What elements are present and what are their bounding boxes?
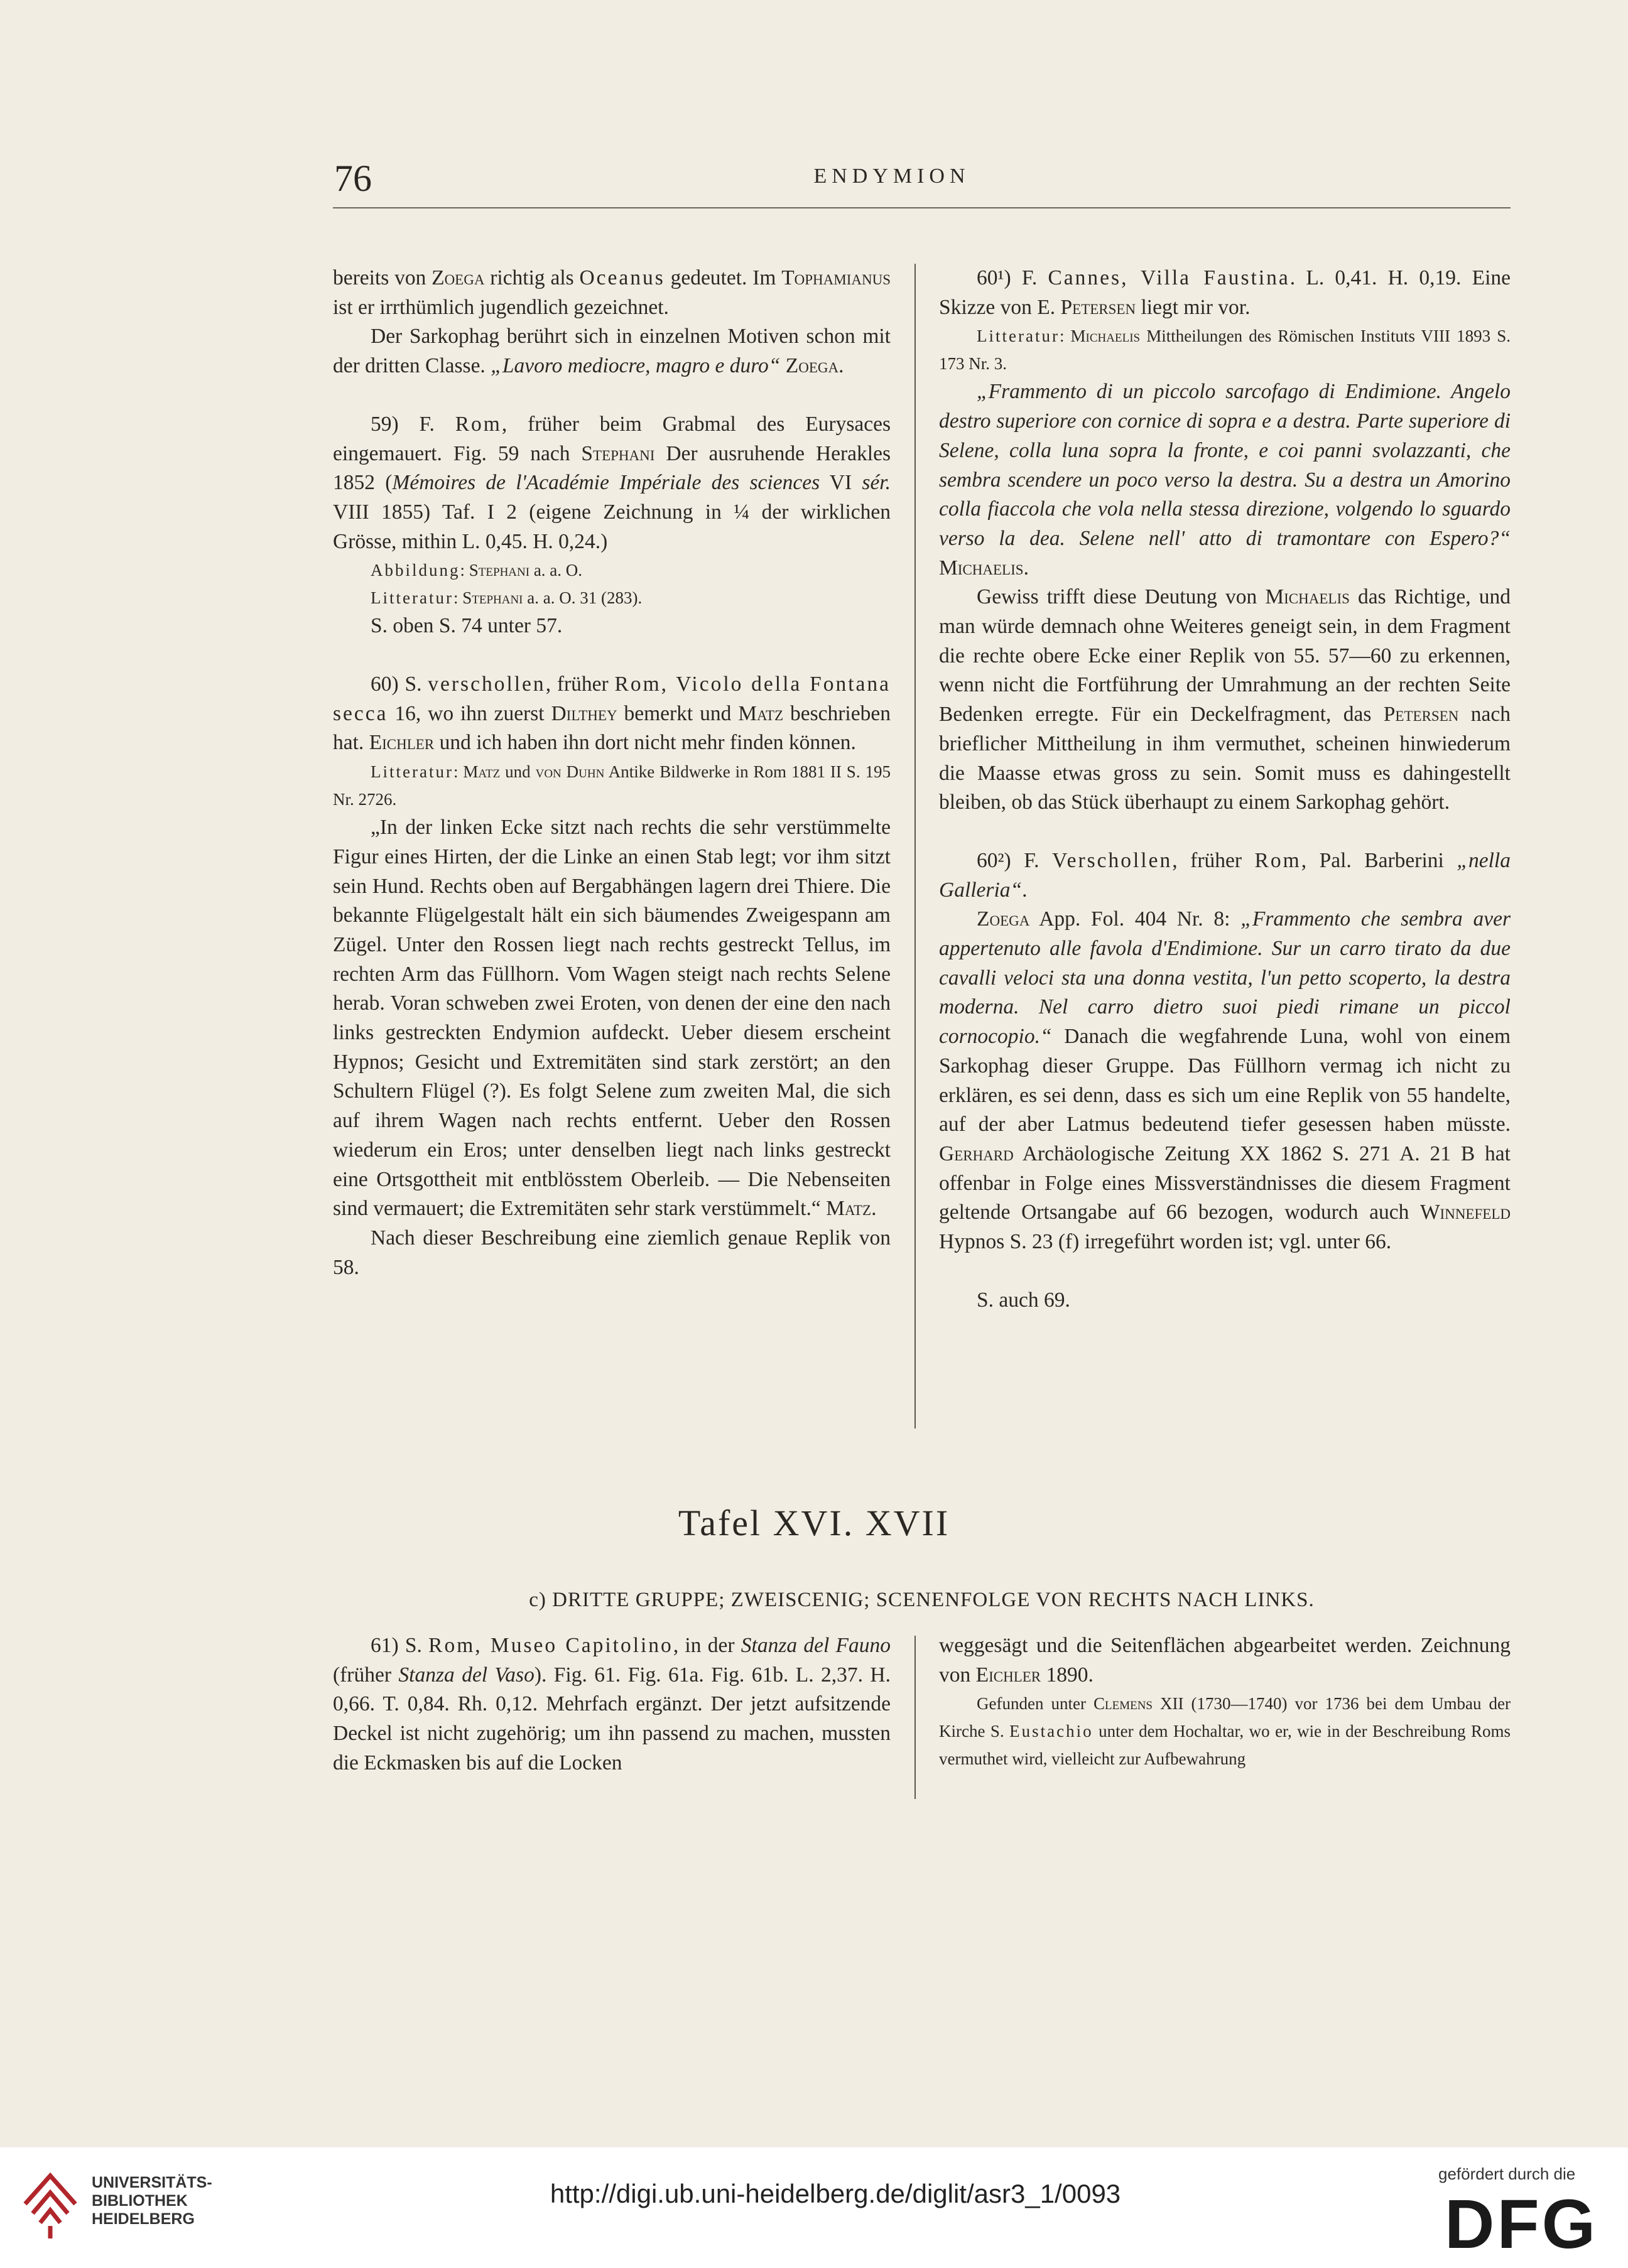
paragraph: Zoega App. Fol. 404 Nr. 8: „Frammento che sembra aver appertenuto alle favola d'Endimione. Sur un carro tirato da due cavalli veloci sta una donna vestita, l'un petto scoperto, la destra moderna. Nel carro dietro suoi piedi rimane un piccol cornocopio.“ Danach die wegfahrende Luna, wohl von einem Sarkophag dieser Gruppe. Das Füllhorn vermag ich nicht zu erklären, es sei denn, dass es sich um eine Replik von 55 handelte, auf der aber Latmus bedeutend tiefer gesessen haben müsste. Gerhard Archäologische Zeitung XX 1862 S. 271 A. 21 B hat offenbar in Folge eines Missverständnisses die diesem Fragment geltende Ortsangabe auf 66 bezogen, wodurch auch Winnefeld Hypnos S. 23 (f) irregeführt worden ist; vgl. unter 66. xyxy=(939,907,1511,1254)
abbildung-note: Abbildung: Stephani a. a. O. xyxy=(371,561,583,580)
permalink-url[interactable]: http://digi.ub.uni-heidelberg.de/diglit/asr3_1/0093 xyxy=(550,2179,1121,2208)
paragraph: Der Sarkophag berührt sich in einzelnen Motiven schon mit der dritten Classe. „Lavoro mediocre, magro e duro“ Zoega. xyxy=(333,325,891,378)
right-column-top xyxy=(939,264,1511,1315)
column-divider xyxy=(914,264,916,1428)
paragraph: bereits von Zoega richtig als Oceanus gedeutet. Im Tophamianus ist er irrthümlich jugendlich gezeichnet. xyxy=(333,266,891,319)
dfg-logo[interactable]: DFG xyxy=(1445,2186,1598,2263)
entry-60-2: 60²) F. Verschollen, früher Rom, Pal. Barberini „nella Galleria“. xyxy=(939,848,1511,902)
page-number: 76 xyxy=(334,158,372,199)
paragraph: S. auch 69. xyxy=(977,1288,1070,1312)
entry-61: 61) S. Rom, Museo Capitolino, in der Stanza del Fauno (früher Stanza del Vaso). Fig. 61. Fig. 61a. Fig. 61b. L. 2,37. H. 0,66. T. 0,84. Rh. 0,12. Mehrfach ergänzt. Der jetzt aufsitzende Deckel ist nicht zugehörig; um ihn passend zu machen, mussten die Eckmasken bis auf die Locken xyxy=(333,1634,891,1774)
funding-note: gefördert durch die xyxy=(1438,2164,1576,2183)
entry-60-1: 60¹) F. Cannes, Villa Faustina. L. 0,41. H. 0,19. Eine Skizze von E. Petersen liegt mir vor. xyxy=(939,266,1511,319)
section-subheading: c) DRITTE GRUPPE; ZWEISCENIG; SCENENFOLGE VON RECHTS NACH LINKS. xyxy=(529,1589,1315,1611)
column-divider xyxy=(914,1636,916,1799)
quotation: „In der linken Ecke sitzt nach rechts die sehr verstümmelte Figur eines Hirten, der die Linke an einen Stab legt; vor ihm sitzt sein Hund. Rechts oben auf Bergabhängen lagern drei Thiere. Die bekannte Flügelgestalt hält ein sich bäumendes Zweigespann am Zügel. Unter den Rossen liegt nach rechts gestreckt Tellus, im rechten Arm das Füllhorn. Vom Wagen steigt nach rechts Selene herab. Voran schweben zwei Eroten, von denen der eine den nach links gestreckten Endymion aufdeckt. Ueber diesem erscheint Hypnos; Gesicht und Extremitäten sind stark zerstört; an den Schultern Flügel (?). Es folgt Selene zum zweiten Mal, die sich auf ihrem Wagen nach rechts entfernt. Ueber den Rossen wiederum ein Eros; unter denselben liegt nach links gestreckt eine Ortsgottheit mit entblösstem Oberleib. — Die Nebenseiten sind vermauert; die Extremitäten sehr stark verstümmelt.“ Matz. xyxy=(333,816,891,1221)
litteratur-note: Litteratur: Stephani a. a. O. 31 (283). xyxy=(371,588,643,608)
note: Gefunden unter Clemens XII (1730—1740) vor 1736 bei dem Umbau der Kirche S. Eustachio unter dem Hochaltar, wo er, wie in der Beschreibung Roms vermuthet wird, vielleicht zur Aufbewahrung xyxy=(939,1694,1511,1769)
paragraph: Gewiss trifft diese Deutung von Michaelis das Richtige, und man würde demnach ohne Weiteres geneigt sein, in dem Fragment die rechte obere Ecke einer Replik von 55. 57—60 zu erkennen, wenn nicht die Fortführung der Umrahmung an der rechten Seite Bedenken erregte. Für ein Deckelfragment, das Petersen nach brieflicher Mittheilung in ihm vermuthet, scheinen hinwiederum die Maasse etwas gross zu sein. Somit muss es dahingestellt bleiben, ob das Stück überhaupt zu einem Sarkophag gehört. xyxy=(939,585,1511,814)
right-column-bottom xyxy=(939,1631,1511,1773)
section-heading: Tafel XVI. XVII xyxy=(678,1503,950,1543)
header-rule xyxy=(333,207,1511,208)
entry-59: 59) F. Rom, früher beim Grabmal des Eurysaces eingemauert. Fig. 59 nach Stephani Der ausruhende Herakles 1852 (Mémoires de l'Académie Impériale des sciences VI sér. VIII 1855) Taf. I 2 (eigene Zeichnung in ¼ der wirklichen Grösse, mithin L. 0,45. H. 0,24.) xyxy=(333,412,891,553)
running-title: ENDYMION xyxy=(813,165,970,188)
library-logo-icon[interactable] xyxy=(19,2166,82,2242)
left-column-bottom xyxy=(333,1631,891,1778)
litteratur-note: Litteratur: Michaelis Mittheilungen des Römischen Instituts VIII 1893 S. 173 Nr. 3. xyxy=(939,327,1511,374)
paragraph: weggesägt und die Seitenflächen abgearbeitet werden. Zeichnung von Eichler 1890. xyxy=(939,1634,1511,1687)
litteratur-note: Litteratur: Matz und von Duhn Antike Bildwerke in Rom 1881 II S. 195 Nr. 2726. xyxy=(333,762,891,809)
entry-60: 60) S. verschollen, früher Rom, Vicolo della Fontana secca 16, wo ihn zuerst Dilthey bemerkt und Matz beschrieben hat. Eichler und ich haben ihn dort nicht mehr finden können. xyxy=(333,672,891,755)
left-column-top xyxy=(333,264,891,1282)
library-name[interactable]: UNIVERSITÄTS- BIBLIOTHEK HEIDELBERG xyxy=(92,2174,212,2228)
quotation: „Frammento di un piccolo sarcofago di Endimione. Angelo destro superiore con cornice di sopra e a destra. Parte superiore di Selene, colla luna sopra la fronte, e coi panni svolazzanti, che sembra scendere un poco verso la destra. Su a destra un Amorino colla fiaccola che vola nella stessa direzione, volgendo lo sguardo verso la dea. Selene nell' atto di tramontare con Espero?“ Michaelis. xyxy=(939,380,1511,580)
paragraph: Nach dieser Beschreibung eine ziemlich genaue Replik von 58. xyxy=(333,1226,891,1279)
paragraph: S. oben S. 74 unter 57. xyxy=(371,614,563,638)
